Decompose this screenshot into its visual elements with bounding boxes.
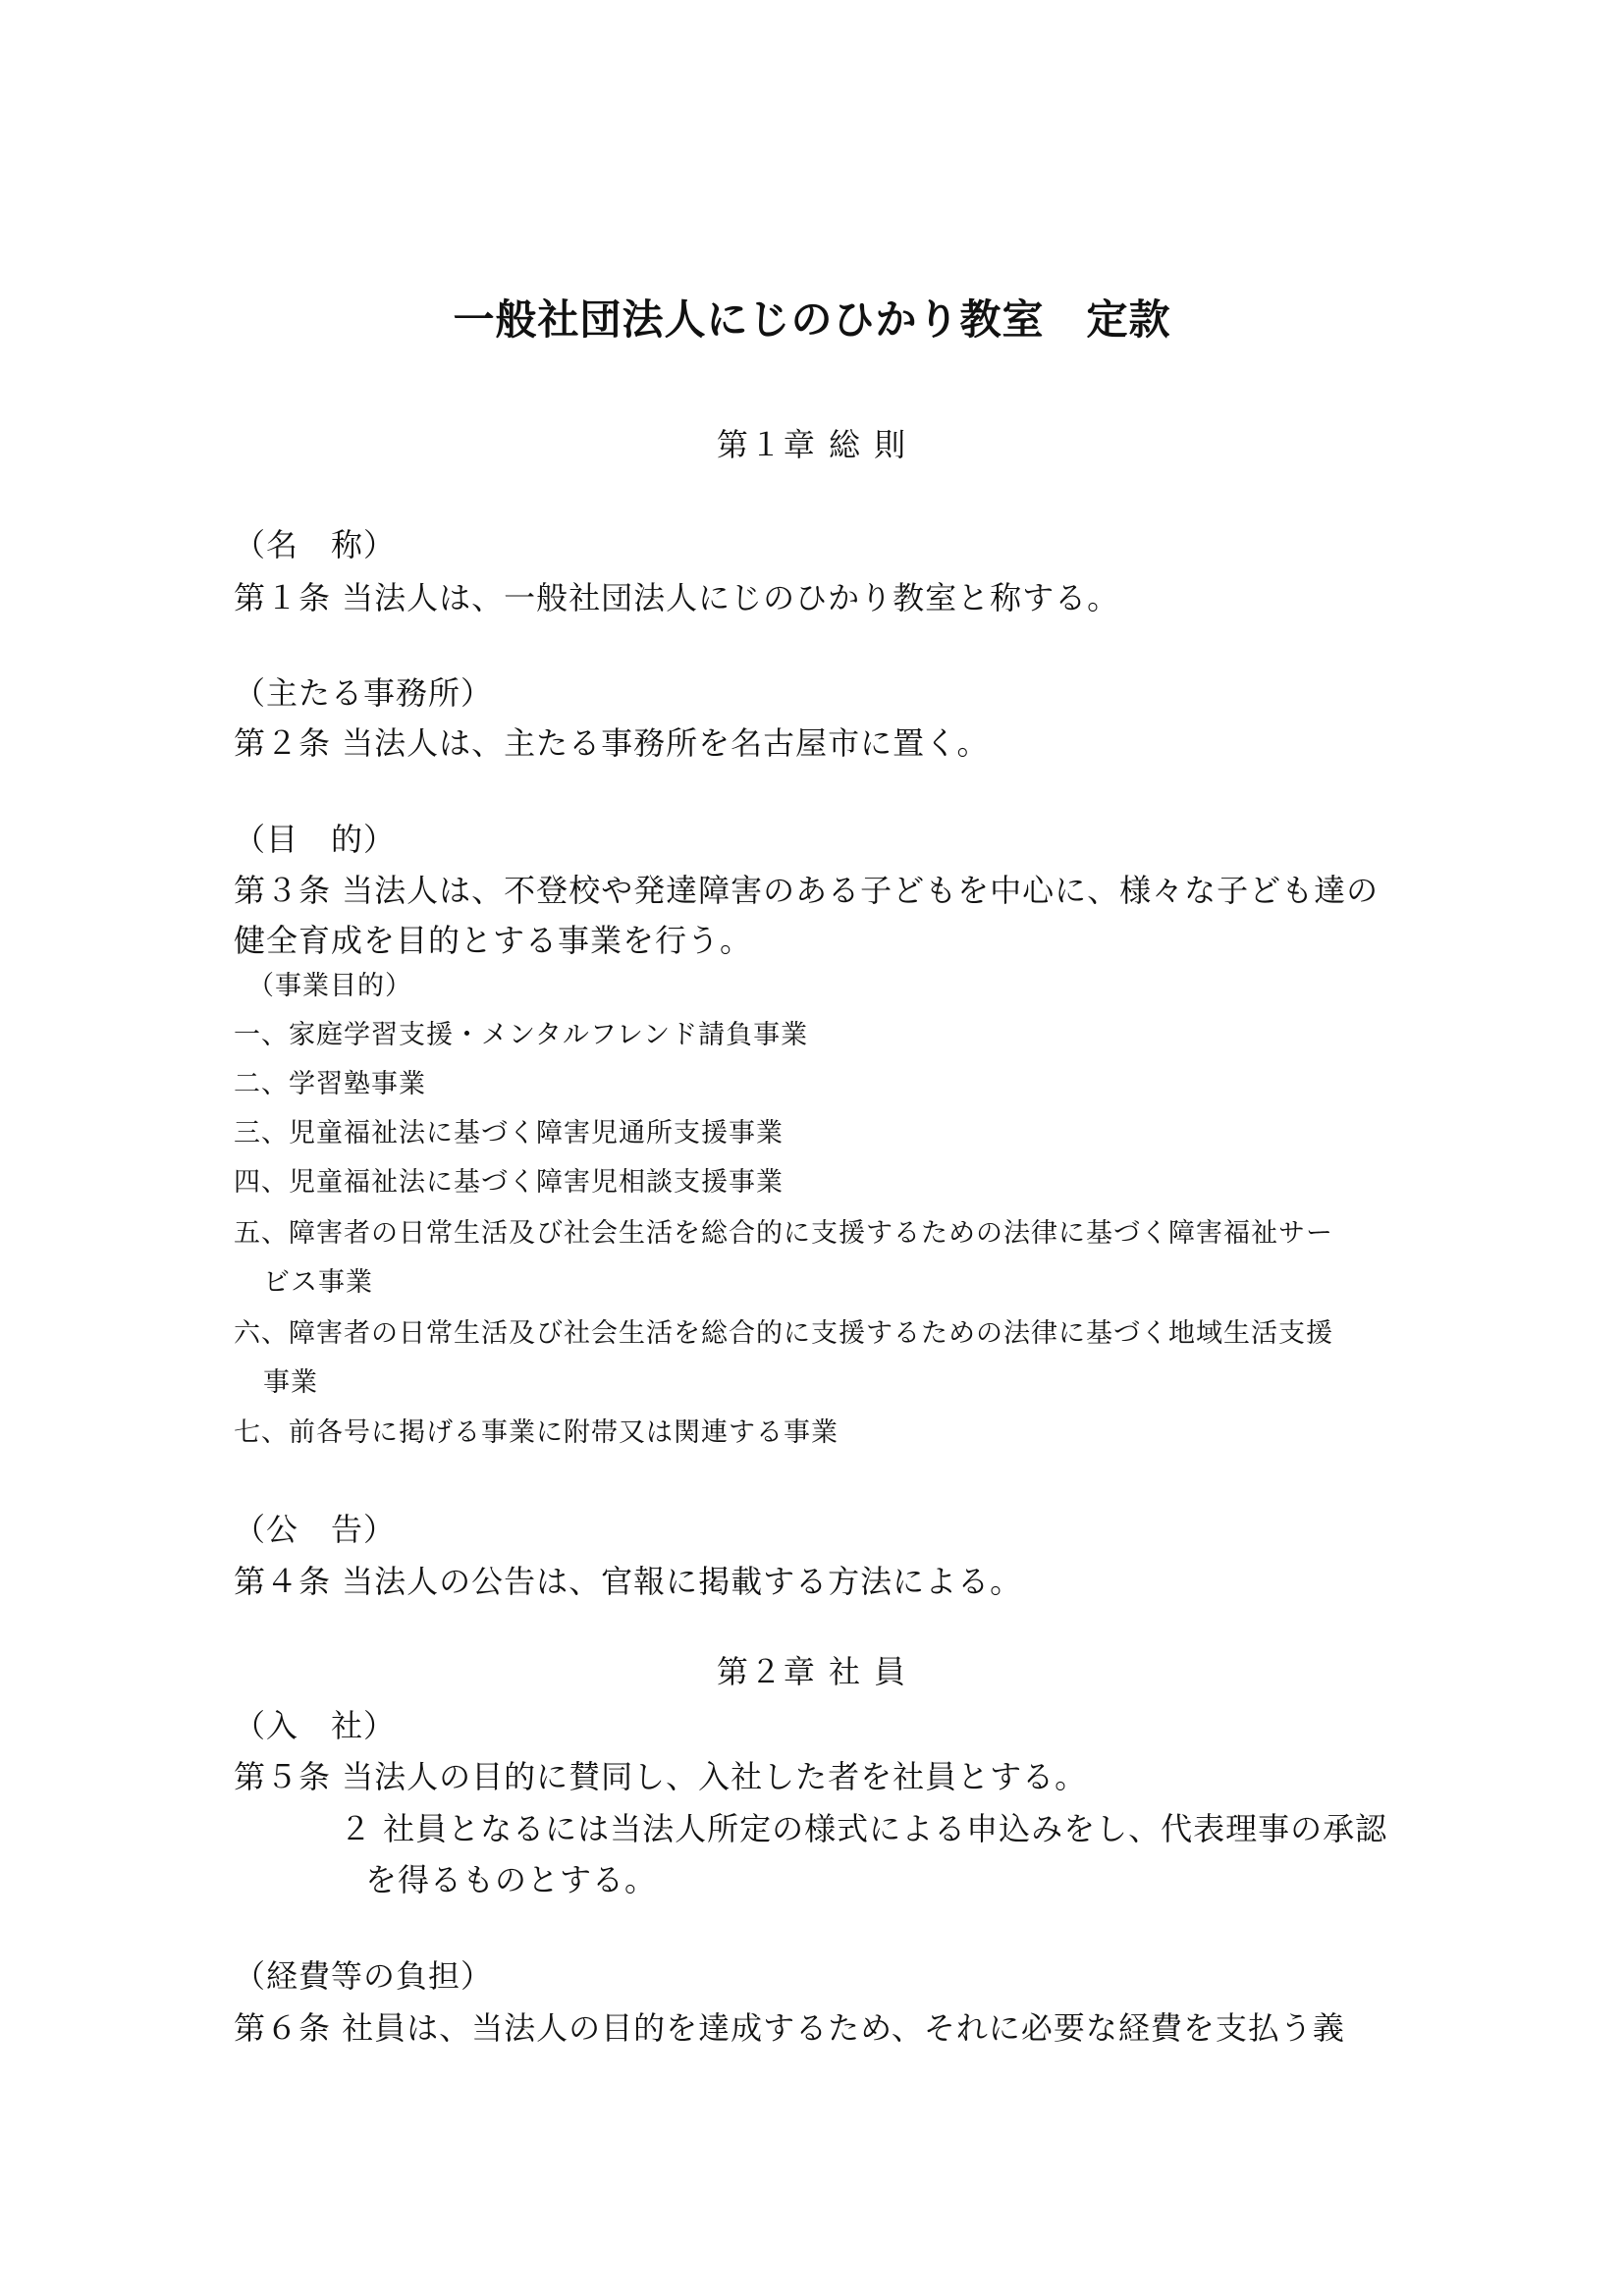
article-5-heading: （入 社） xyxy=(234,1707,397,1744)
article-1-text: 第１条 当法人は、一般社団法人にじのひかり教室と称する。 xyxy=(234,579,1120,616)
business-item-continuation: 事業 xyxy=(263,1367,318,1398)
business-item-continuation: ビス事業 xyxy=(263,1267,373,1298)
business-item: 三、児童福祉法に基づく障害児通所支援事業 xyxy=(234,1118,784,1148)
article-5-paragraph-2-line-1: ２ 社員となるには当法人所定の様式による申込みをし、代表理事の承認 xyxy=(340,1810,1388,1847)
article-5-paragraph-2-line-2: を得るものとする。 xyxy=(365,1861,658,1898)
business-item: 二、学習塾事業 xyxy=(234,1069,426,1099)
article-2-heading: （主たる事務所） xyxy=(234,674,494,712)
article-5-text: 第５条 当法人の目的に賛同し、入社した者を社員とする。 xyxy=(234,1758,1088,1795)
article-3-heading: （目 的） xyxy=(234,821,397,858)
article-2-text: 第２条 当法人は、主たる事務所を名古屋市に置く。 xyxy=(234,724,990,762)
article-1-heading: （名 称） xyxy=(234,526,397,563)
article-6-text: 第６条 社員は、当法人の目的を達成するため、それに必要な経費を支払う義 xyxy=(234,2009,1345,2047)
business-item: 一、家庭学習支援・メンタルフレンド請負事業 xyxy=(234,1020,809,1050)
chapter-1-heading: 第１章 総 則 xyxy=(716,426,908,463)
business-purpose-heading: （事業目的） xyxy=(247,971,412,1001)
document-title: 一般社団法人にじのひかり教室 定款 xyxy=(453,295,1171,344)
business-item: 五、障害者の日常生活及び社会生活を総合的に支援するための法律に基づく障害福祉サー xyxy=(234,1218,1333,1249)
article-4-heading: （公 告） xyxy=(234,1511,397,1548)
chapter-2-heading: 第２章 社 員 xyxy=(716,1653,908,1690)
business-item: 四、児童福祉法に基づく障害児相談支援事業 xyxy=(234,1167,784,1198)
business-item: 六、障害者の日常生活及び社会生活を総合的に支援するための法律に基づく地域生活支援 xyxy=(234,1318,1333,1349)
article-4-text: 第４条 当法人の公告は、官報に掲載する方法による。 xyxy=(234,1563,1023,1600)
business-item: 七、前各号に掲げる事業に附帯又は関連する事業 xyxy=(234,1417,839,1448)
article-3-text-line-2: 健全育成を目的とする事業を行う。 xyxy=(234,922,753,959)
article-3-text-line-1: 第３条 当法人は、不登校や発達障害のある子どもを中心に、様々な子ども達の xyxy=(234,872,1380,909)
article-6-heading: （経費等の負担） xyxy=(234,1957,494,1995)
